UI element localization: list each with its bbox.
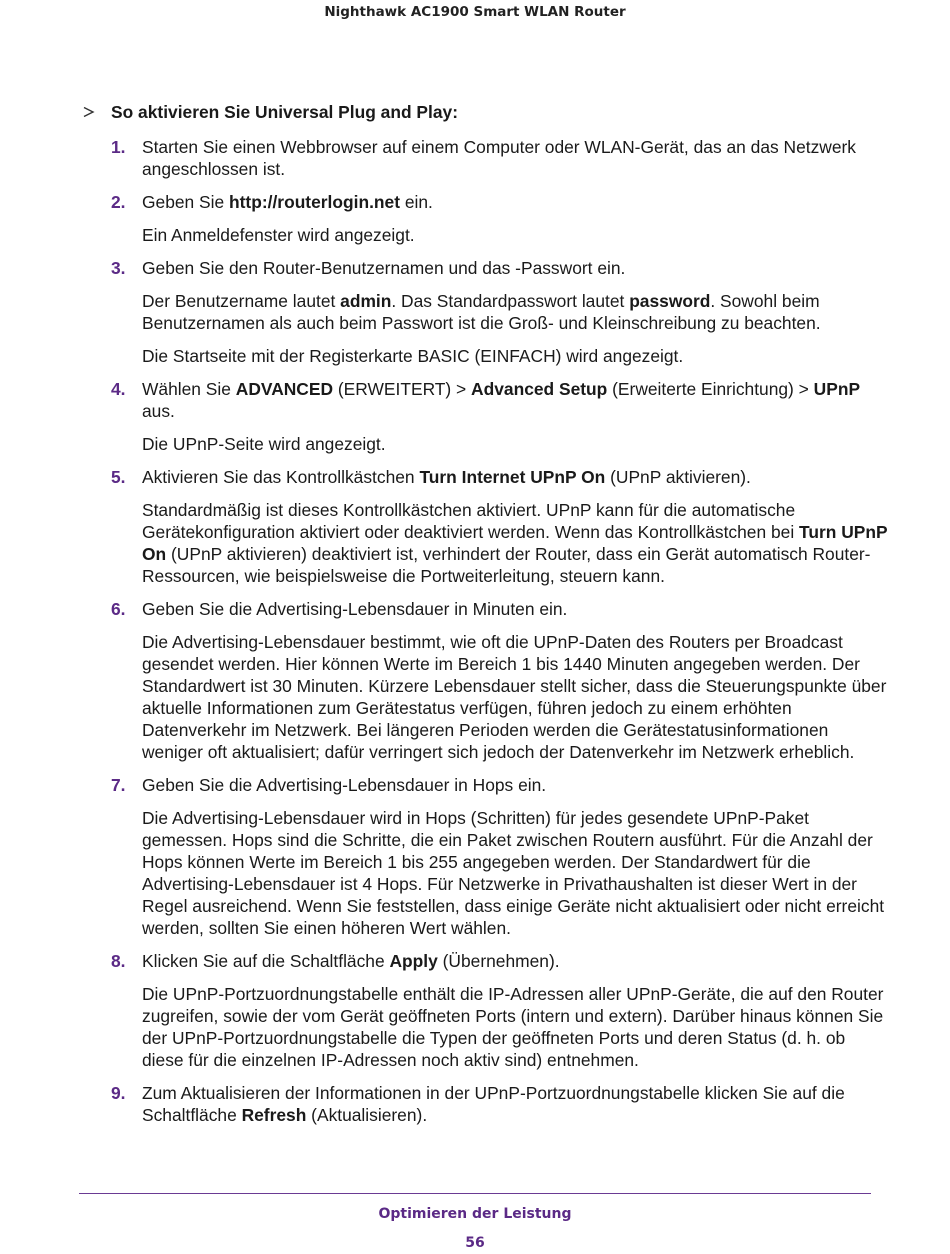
step-instruction: Zum Aktualisieren der Informationen in der UPnP-Portzuordnungstabelle klicken Sie auf die Schaltfläche Refresh (Aktualisieren). (142, 1083, 845, 1125)
running-header: Nighthawk AC1900 Smart WLAN Router (324, 4, 626, 20)
step-6 (0, 598, 950, 763)
step-note: Ein Anmeldefenster wird angezeigt. (142, 225, 415, 245)
step-note: Standardmäßig ist dieses Kontrollkästchen aktiviert. UPnP kann für die automatische Gerätekonfiguration aktiviert oder deaktiviert werden. Wenn das Kontrollkästchen bei Turn UPnP On (UPnP aktivieren) deaktiviert ist, verhindert der Router, dass ein Gerät automatisch Router-Ressourcen, wie beispielsweise die Portweiterleitung, steuern kann. (142, 500, 888, 586)
step-instruction: Starten Sie einen Webbrowser auf einem Computer oder WLAN-Gerät, das an das Netzwerk angeschlossen ist. (142, 137, 856, 179)
step-note: Der Benutzername lautet admin. Das Standardpasswort lautet password. Sowohl beim Benutzernamen als auch beim Passwort ist die Groß- und Kleinschreibung zu beachten. (142, 291, 821, 333)
page-number: 56 (465, 1235, 485, 1251)
section-heading (0, 101, 950, 123)
step-instruction: Aktivieren Sie das Kontrollkästchen Turn Internet UPnP On (UPnP aktivieren). (142, 467, 751, 487)
step-instruction: Klicken Sie auf die Schaltfläche Apply (Übernehmen). (142, 951, 560, 971)
step-3 (0, 257, 950, 367)
step-number: 7. (111, 775, 126, 795)
footer-section-title: Optimieren der Leistung (378, 1206, 572, 1222)
step-4 (0, 378, 950, 455)
step-number: 3. (111, 258, 126, 278)
step-instruction: Geben Sie die Advertising-Lebensdauer in Minuten ein. (142, 599, 568, 619)
step-instruction: Geben Sie den Router-Benutzernamen und das -Passwort ein. (142, 258, 626, 278)
step-2 (0, 191, 950, 246)
section-heading-text: So aktivieren Sie Universal Plug and Play: (111, 102, 458, 122)
step-number: 1. (111, 137, 126, 157)
url-text: http://routerlogin.net (229, 192, 400, 212)
step-note: Die Advertising-Lebensdauer wird in Hops (Schritten) für jedes gesendete UPnP-Paket gemessen. Hops sind die Schritte, die ein Paket zwischen Routern ausführt. Für die Anzahl der Hops können Werte im Bereich 1 bis 255 angegeben werden. Der Standardwert für die Advertising-Lebensdauer ist 4 Hops. Für Netzwerke in Privathaushalten ist dieser Wert in der Regel ausreichend. Wenn Sie feststellen, dass einige Geräte nicht aktualisiert oder nicht erreicht werden, sollten Sie einen höheren Wert wählen. (142, 808, 885, 938)
step-number: 9. (111, 1083, 126, 1103)
step-number: 4. (111, 379, 126, 399)
step-note: Die Advertising-Lebensdauer bestimmt, wie oft die UPnP-Daten des Routers per Broadcast gesendet werden. Hier können Werte im Bereich 1 bis 1440 Minuten angegeben werden. Der Standardwert ist 30 Minuten. Kürzere Lebensdauer stellt sicher, dass die Steuerungspunkte über aktuelle Informationen zum Gerätestatus verfügen, führen jedoch zu einem erhöhten Datenverkehr im Netzwerk. Bei längeren Perioden werden die Gerätestatusinformationen weniger oft aktualisiert; dafür verringert sich jedoch der Datenverkehr im Netzwerk erheblich. (142, 632, 887, 762)
step-instruction: Geben Sie http://routerlogin.net ein. (142, 192, 433, 212)
step-number: 5. (111, 467, 126, 487)
step-note: Die UPnP-Portzuordnungstabelle enthält die IP-Adressen aller UPnP-Geräte, die auf den Router zugreifen, sowie der vom Gerät geöffneten Ports (intern und extern). Darüber hinaus können Sie der UPnP-Portzuordnungstabelle die Typen der geöffneten Ports und deren Status (d. h. ob diese für die einzelnen IP-Adressen noch aktiv sind) entnehmen. (142, 984, 884, 1070)
step-number: 2. (111, 192, 126, 212)
step-instruction: Geben Sie die Advertising-Lebensdauer in Hops ein. (142, 775, 547, 795)
step-8 (0, 950, 950, 1071)
step-number: 8. (111, 951, 126, 971)
step-9 (0, 1082, 950, 1126)
step-note: Die Startseite mit der Registerkarte BASIC (EINFACH) wird angezeigt. (142, 346, 684, 366)
step-note: Die UPnP-Seite wird angezeigt. (142, 434, 386, 454)
step-7 (0, 774, 950, 939)
step-instruction: Wählen Sie ADVANCED (ERWEITERT) > Advanced Setup (Erweiterte Einrichtung) > UPnP aus. (142, 379, 861, 421)
document-body (0, 101, 950, 1137)
footer-divider (79, 1193, 871, 1194)
step-number: 6. (111, 599, 126, 619)
arrow-bullet-icon (82, 101, 96, 123)
step-5 (0, 466, 950, 587)
step-1 (0, 136, 950, 180)
